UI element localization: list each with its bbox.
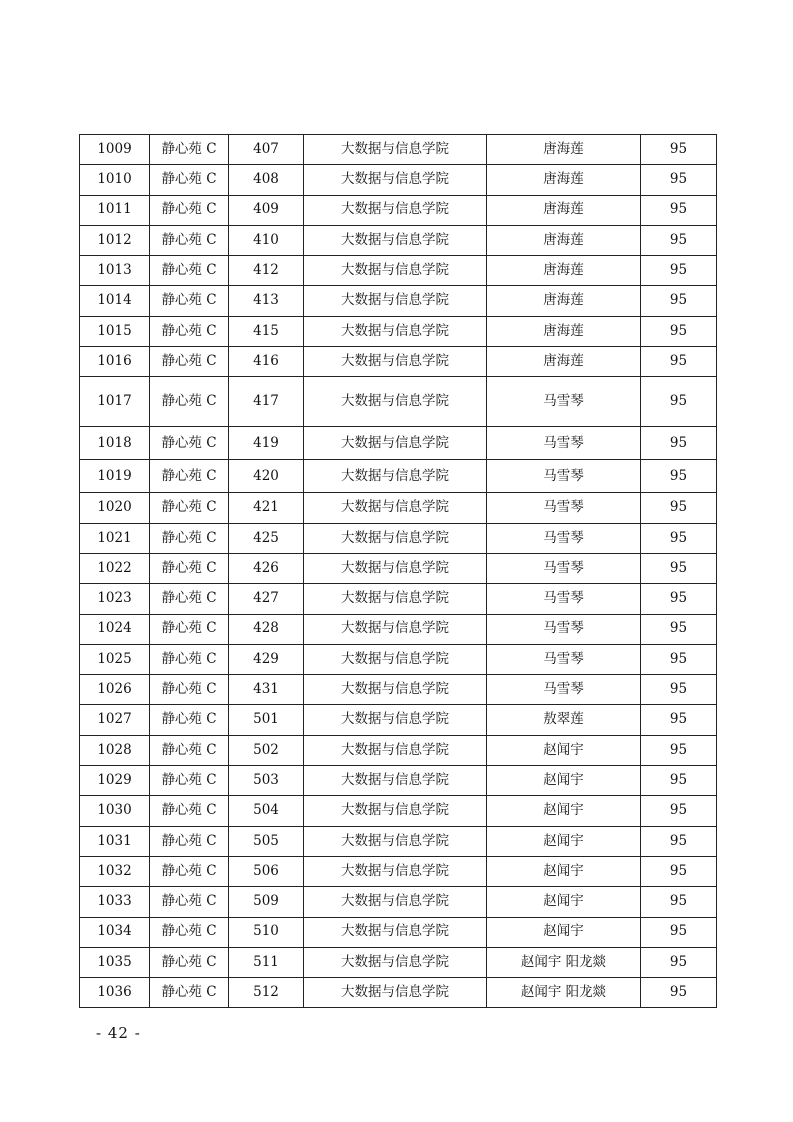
room-cell: 425	[229, 523, 304, 553]
college-cell: 大数据与信息学院	[304, 917, 487, 947]
table-row	[80, 614, 717, 644]
building-cell: 静心苑 C	[150, 316, 229, 346]
table-row	[80, 523, 717, 553]
college-cell: 大数据与信息学院	[304, 493, 487, 523]
row-number-cell: 1026	[80, 675, 150, 705]
table-row	[80, 735, 717, 765]
building-cell: 静心苑 C	[150, 135, 229, 165]
room-cell: 428	[229, 614, 304, 644]
building-cell: 静心苑 C	[150, 978, 229, 1008]
room-cell: 427	[229, 584, 304, 614]
score-cell: 95	[641, 675, 717, 705]
counselor-cell: 马雪琴	[487, 584, 641, 614]
building-cell: 静心苑 C	[150, 377, 229, 427]
table-row	[80, 493, 717, 523]
room-cell: 408	[229, 165, 304, 195]
score-cell: 95	[641, 256, 717, 286]
college-cell: 大数据与信息学院	[304, 705, 487, 735]
room-cell: 502	[229, 735, 304, 765]
college-cell: 大数据与信息学院	[304, 644, 487, 674]
room-cell: 511	[229, 947, 304, 977]
table-row	[80, 644, 717, 674]
row-number-cell: 1009	[80, 135, 150, 165]
score-cell: 95	[641, 460, 717, 493]
table-row	[80, 165, 717, 195]
room-cell: 413	[229, 286, 304, 316]
score-cell: 95	[641, 947, 717, 977]
table-row	[80, 427, 717, 460]
row-number-cell: 1012	[80, 225, 150, 255]
counselor-cell: 马雪琴	[487, 377, 641, 427]
table-row	[80, 195, 717, 225]
counselor-cell: 马雪琴	[487, 675, 641, 705]
college-cell: 大数据与信息学院	[304, 347, 487, 377]
room-cell: 412	[229, 256, 304, 286]
row-number-cell: 1036	[80, 978, 150, 1008]
score-cell: 95	[641, 644, 717, 674]
score-cell: 95	[641, 856, 717, 886]
counselor-cell: 马雪琴	[487, 460, 641, 493]
row-number-cell: 1035	[80, 947, 150, 977]
table-row	[80, 796, 717, 826]
table-row	[80, 766, 717, 796]
score-cell: 95	[641, 796, 717, 826]
building-cell: 静心苑 C	[150, 347, 229, 377]
score-cell: 95	[641, 978, 717, 1008]
room-cell: 419	[229, 427, 304, 460]
row-number-cell: 1025	[80, 644, 150, 674]
row-number-cell: 1018	[80, 427, 150, 460]
table-row	[80, 316, 717, 346]
score-cell: 95	[641, 766, 717, 796]
building-cell: 静心苑 C	[150, 766, 229, 796]
table-row	[80, 856, 717, 886]
page-number: - 42 -	[96, 1024, 141, 1042]
counselor-cell: 马雪琴	[487, 427, 641, 460]
table-row	[80, 377, 717, 427]
room-cell: 416	[229, 347, 304, 377]
college-cell: 大数据与信息学院	[304, 377, 487, 427]
row-number-cell: 1023	[80, 584, 150, 614]
row-number-cell: 1027	[80, 705, 150, 735]
room-cell: 509	[229, 887, 304, 917]
building-cell: 静心苑 C	[150, 523, 229, 553]
row-number-cell: 1031	[80, 826, 150, 856]
score-cell: 95	[641, 826, 717, 856]
score-cell: 95	[641, 427, 717, 460]
building-cell: 静心苑 C	[150, 584, 229, 614]
building-cell: 静心苑 C	[150, 225, 229, 255]
score-cell: 95	[641, 135, 717, 165]
score-cell: 95	[641, 165, 717, 195]
counselor-cell: 马雪琴	[487, 493, 641, 523]
room-cell: 420	[229, 460, 304, 493]
score-cell: 95	[641, 735, 717, 765]
college-cell: 大数据与信息学院	[304, 978, 487, 1008]
score-cell: 95	[641, 523, 717, 553]
building-cell: 静心苑 C	[150, 917, 229, 947]
room-cell: 410	[229, 225, 304, 255]
room-cell: 501	[229, 705, 304, 735]
college-cell: 大数据与信息学院	[304, 675, 487, 705]
score-cell: 95	[641, 917, 717, 947]
table-row	[80, 256, 717, 286]
score-cell: 95	[641, 493, 717, 523]
table-row	[80, 887, 717, 917]
score-cell: 95	[641, 286, 717, 316]
row-number-cell: 1013	[80, 256, 150, 286]
room-cell: 409	[229, 195, 304, 225]
row-number-cell: 1030	[80, 796, 150, 826]
counselor-cell: 赵闻宇	[487, 917, 641, 947]
row-number-cell: 1010	[80, 165, 150, 195]
room-cell: 429	[229, 644, 304, 674]
table-row	[80, 978, 717, 1008]
counselor-cell: 赵闻宇	[487, 856, 641, 886]
building-cell: 静心苑 C	[150, 796, 229, 826]
row-number-cell: 1015	[80, 316, 150, 346]
table-row	[80, 286, 717, 316]
counselor-cell: 唐海莲	[487, 165, 641, 195]
building-cell: 静心苑 C	[150, 286, 229, 316]
table-row	[80, 826, 717, 856]
score-cell: 95	[641, 225, 717, 255]
building-cell: 静心苑 C	[150, 256, 229, 286]
counselor-cell: 赵闻宇	[487, 796, 641, 826]
score-cell: 95	[641, 705, 717, 735]
counselor-cell: 赵闻宇	[487, 766, 641, 796]
table-row	[80, 347, 717, 377]
table-row	[80, 947, 717, 977]
score-cell: 95	[641, 195, 717, 225]
row-number-cell: 1017	[80, 377, 150, 427]
counselor-cell: 马雪琴	[487, 553, 641, 583]
row-number-cell: 1019	[80, 460, 150, 493]
counselor-cell: 赵闻宇 阳龙燚	[487, 947, 641, 977]
row-number-cell: 1033	[80, 887, 150, 917]
college-cell: 大数据与信息学院	[304, 427, 487, 460]
table-row	[80, 917, 717, 947]
room-cell: 426	[229, 553, 304, 583]
counselor-cell: 马雪琴	[487, 614, 641, 644]
table-row	[80, 553, 717, 583]
counselor-cell: 马雪琴	[487, 644, 641, 674]
counselor-cell: 赵闻宇 阳龙燚	[487, 978, 641, 1008]
counselor-cell: 唐海莲	[487, 316, 641, 346]
counselor-cell: 唐海莲	[487, 225, 641, 255]
building-cell: 静心苑 C	[150, 856, 229, 886]
score-cell: 95	[641, 553, 717, 583]
row-number-cell: 1011	[80, 195, 150, 225]
college-cell: 大数据与信息学院	[304, 735, 487, 765]
table-row	[80, 705, 717, 735]
score-cell: 95	[641, 584, 717, 614]
table-body	[80, 135, 717, 1008]
room-cell: 421	[229, 493, 304, 523]
counselor-cell: 唐海莲	[487, 195, 641, 225]
college-cell: 大数据与信息学院	[304, 316, 487, 346]
college-cell: 大数据与信息学院	[304, 460, 487, 493]
building-cell: 静心苑 C	[150, 165, 229, 195]
college-cell: 大数据与信息学院	[304, 165, 487, 195]
building-cell: 静心苑 C	[150, 493, 229, 523]
counselor-cell: 赵闻宇	[487, 735, 641, 765]
row-number-cell: 1014	[80, 286, 150, 316]
college-cell: 大数据与信息学院	[304, 286, 487, 316]
college-cell: 大数据与信息学院	[304, 584, 487, 614]
college-cell: 大数据与信息学院	[304, 195, 487, 225]
room-cell: 512	[229, 978, 304, 1008]
room-cell: 510	[229, 917, 304, 947]
building-cell: 静心苑 C	[150, 705, 229, 735]
counselor-cell: 赵闻宇	[487, 887, 641, 917]
college-cell: 大数据与信息学院	[304, 135, 487, 165]
counselor-cell: 唐海莲	[487, 347, 641, 377]
building-cell: 静心苑 C	[150, 427, 229, 460]
college-cell: 大数据与信息学院	[304, 553, 487, 583]
room-cell: 504	[229, 796, 304, 826]
counselor-cell: 赵闻宇	[487, 826, 641, 856]
building-cell: 静心苑 C	[150, 614, 229, 644]
room-cell: 506	[229, 856, 304, 886]
room-cell: 505	[229, 826, 304, 856]
college-cell: 大数据与信息学院	[304, 887, 487, 917]
building-cell: 静心苑 C	[150, 735, 229, 765]
building-cell: 静心苑 C	[150, 887, 229, 917]
college-cell: 大数据与信息学院	[304, 256, 487, 286]
table-row	[80, 135, 717, 165]
counselor-cell: 唐海莲	[487, 135, 641, 165]
score-cell: 95	[641, 316, 717, 346]
room-cell: 417	[229, 377, 304, 427]
counselor-cell: 敖翠莲	[487, 705, 641, 735]
college-cell: 大数据与信息学院	[304, 856, 487, 886]
building-cell: 静心苑 C	[150, 195, 229, 225]
table-row	[80, 225, 717, 255]
building-cell: 静心苑 C	[150, 826, 229, 856]
row-number-cell: 1021	[80, 523, 150, 553]
college-cell: 大数据与信息学院	[304, 523, 487, 553]
building-cell: 静心苑 C	[150, 553, 229, 583]
score-cell: 95	[641, 377, 717, 427]
row-number-cell: 1028	[80, 735, 150, 765]
dormitory-score-table	[79, 134, 717, 1008]
table-row	[80, 460, 717, 493]
table-row	[80, 675, 717, 705]
room-cell: 503	[229, 766, 304, 796]
row-number-cell: 1029	[80, 766, 150, 796]
counselor-cell: 唐海莲	[487, 286, 641, 316]
row-number-cell: 1034	[80, 917, 150, 947]
row-number-cell: 1016	[80, 347, 150, 377]
room-cell: 407	[229, 135, 304, 165]
room-cell: 415	[229, 316, 304, 346]
college-cell: 大数据与信息学院	[304, 766, 487, 796]
college-cell: 大数据与信息学院	[304, 796, 487, 826]
counselor-cell: 马雪琴	[487, 523, 641, 553]
college-cell: 大数据与信息学院	[304, 947, 487, 977]
building-cell: 静心苑 C	[150, 460, 229, 493]
room-cell: 431	[229, 675, 304, 705]
row-number-cell: 1024	[80, 614, 150, 644]
college-cell: 大数据与信息学院	[304, 614, 487, 644]
row-number-cell: 1032	[80, 856, 150, 886]
score-cell: 95	[641, 887, 717, 917]
row-number-cell: 1020	[80, 493, 150, 523]
counselor-cell: 唐海莲	[487, 256, 641, 286]
score-cell: 95	[641, 614, 717, 644]
building-cell: 静心苑 C	[150, 644, 229, 674]
building-cell: 静心苑 C	[150, 947, 229, 977]
college-cell: 大数据与信息学院	[304, 225, 487, 255]
college-cell: 大数据与信息学院	[304, 826, 487, 856]
table-row	[80, 584, 717, 614]
building-cell: 静心苑 C	[150, 675, 229, 705]
row-number-cell: 1022	[80, 553, 150, 583]
score-cell: 95	[641, 347, 717, 377]
